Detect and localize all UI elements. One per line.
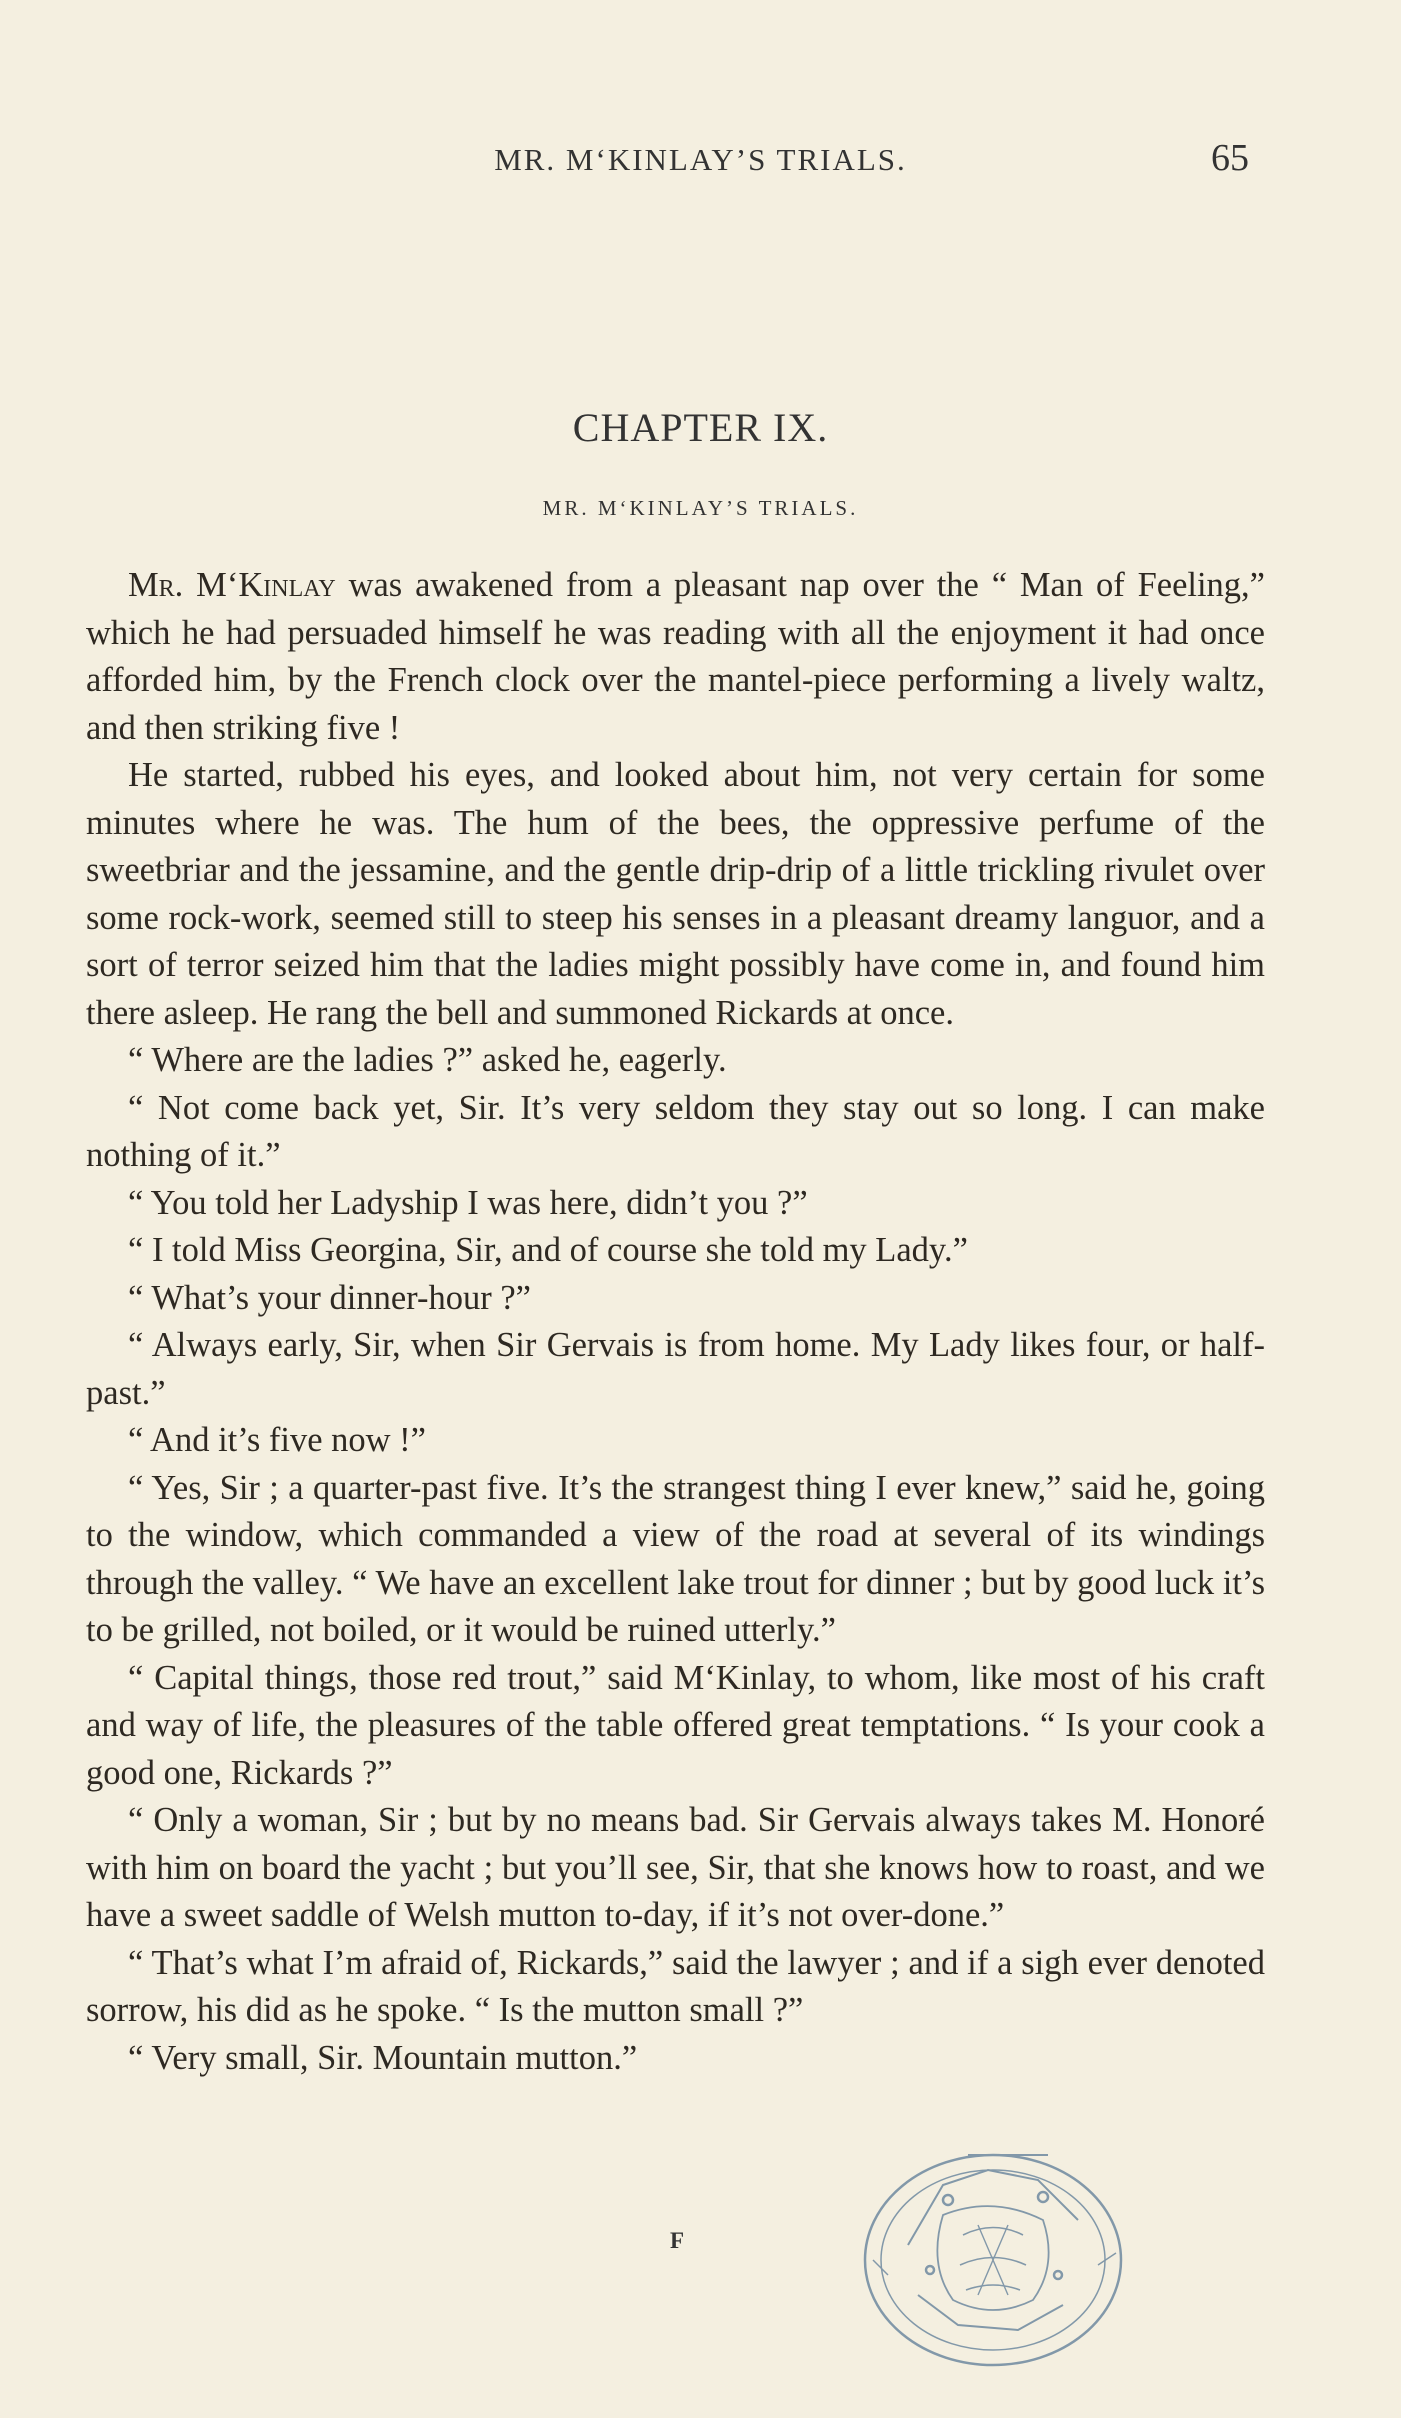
running-head <box>0 137 1401 192</box>
paragraph-3: “ Where are the ladies ?” asked he, eagerly. <box>128 1041 727 1079</box>
paragraph-7: “ What’s your dinner-hour ?” <box>128 1278 531 1317</box>
paragraph-12: “ Only a woman, Sir ; but by no means bad. Sir Gervais always takes M. Honoré with him on board the yacht ; but you’ll see, Sir, that she knows how to roast, and we have a sweet saddle of Welsh mutton to-day, if it’s not over-done.” <box>86 1801 1265 1934</box>
paragraph-1-text: was awakened from a pleasant nap over the “ Man of Feeling,” which he had persuaded himself he was reading with all the enjoyment it had once afforded him, by the French clock over the mantel-piece performing a lively waltz, and then striking five ! <box>86 566 1265 747</box>
paragraph-11: “ Capital things, those red trout,” said M‘Kinlay, to whom, like most of his craft and way of life, the pleasures of the table offered great temptations. “ Is your cook a good one, Rickards ?” <box>86 1658 1265 1792</box>
chapter-title: CHAPTER IX. <box>572 405 829 450</box>
paragraph-13: “ That’s what I’m afraid of, Rickards,” said the lawyer ; and if a sigh ever denoted sorrow, his did as he spoke. “ Is the mutton small ?” <box>86 1943 1265 2029</box>
opening-name: Mr. M‘Kinlay <box>128 566 336 604</box>
paragraph-10: “ Yes, Sir ; a quarter-past five. It’s the strangest thing I ever knew,” said he, going to the window, which commanded a view of the road at several of its windings through the valley. “ We have an excellent lake trout for dinner ; but by good luck it’s to be grilled, not boiled, or it would be ruined utterly.” <box>86 1468 1265 1649</box>
running-title: MR. M‘KINLAY’S TRIALS. <box>494 142 907 177</box>
paragraph-5: “ You told her Ladyship I was here, didn’t you ?” <box>128 1183 808 1222</box>
paragraph-4: “ Not come back yet, Sir. It’s very seldom they stay out so long. I can make nothing of it.” <box>86 1088 1265 1174</box>
chapter-subtitle: MR. M‘KINLAY’S TRIALS. <box>542 496 859 520</box>
paragraph-1 <box>86 562 1265 752</box>
paragraph-6: “ I told Miss Georgina, Sir, and of course she told my Lady.” <box>128 1231 968 1269</box>
paragraph-9: “ And it’s five now !” <box>128 1421 426 1459</box>
paragraph-8: “ Always early, Sir, when Sir Gervais is from home. My Lady likes four, or half-past.” <box>86 1326 1265 1412</box>
signature-mark: F <box>670 2228 685 2253</box>
page-number: 65 <box>1211 137 1249 179</box>
body-text <box>86 562 1265 2082</box>
paragraph-14: “ Very small, Sir. Mountain mutton.” <box>128 2038 638 2077</box>
paragraph-2: He started, rubbed his eyes, and looked about him, not very certain for some minutes where he was. The hum of the bees, the oppressive perfume of the sweetbriar and the jessamine, and the gentle drip-drip of a little trickling rivulet over some rock-work, seemed still to steep his senses in a pleasant dreamy languor, and a sort of terror seized him that the ladies might possibly have come in, and found him there asleep. He rang the bell and summoned Rickards at once. <box>86 756 1265 1032</box>
library-stamp-icon <box>848 2125 1138 2375</box>
